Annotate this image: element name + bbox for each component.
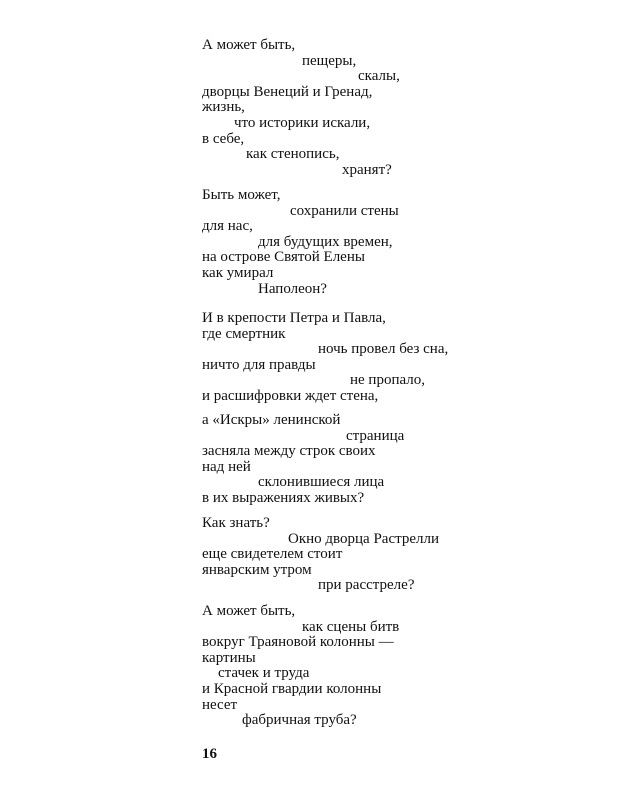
poem-line: для будущих времен, [258, 233, 393, 250]
poem-line: и расшифровки ждет стена, [202, 387, 379, 404]
poem-line: Наполеон? [258, 280, 327, 297]
poem-line: не пропало, [350, 372, 426, 389]
poem-line: хранят? [342, 161, 392, 178]
poem-line: ничто для правды [202, 356, 316, 373]
poem-line: где смертник [202, 325, 286, 342]
poem-line: страница [346, 427, 405, 444]
stanza-1 [202, 38, 602, 178]
poem-line: пещеры, [302, 52, 357, 69]
poem-line: картины [202, 649, 256, 666]
poem-line: дворцы Венеций и Гренад, [202, 83, 373, 100]
page-number: 16 [202, 746, 217, 762]
poem-line: Окно дворца Растрелли [288, 530, 439, 547]
stanza-2 [202, 188, 602, 297]
poem-line: Как знать? [202, 515, 270, 531]
poem-line: в себе, [202, 130, 245, 147]
poem-line: и Красной гвардии колонны [202, 680, 382, 697]
poem-line: А может быть, [202, 603, 296, 619]
poem-line: Быть может, [202, 187, 281, 203]
poem-line: при расстреле? [318, 577, 415, 594]
poem-line: фабричная труба? [242, 712, 357, 729]
poem-line: что историки искали, [234, 114, 371, 131]
poem-line: над ней [202, 458, 251, 475]
stanza-3 [202, 311, 602, 405]
poem-line: как умирал [202, 264, 274, 281]
poem-line: январским утром [202, 561, 312, 578]
poem-line: И в крепости Петра и Павла, [202, 310, 386, 326]
poem-line: стачек и труда [218, 665, 310, 682]
stanza-5 [202, 516, 602, 594]
poem-line: как стенопись, [246, 146, 340, 163]
poem-line: еще свидетелем стоит [202, 546, 343, 563]
poem-line: вокруг Траяновой колонны — [202, 634, 394, 651]
poem-line: а «Искры» ленинской [202, 412, 341, 428]
stanza-4 [202, 413, 602, 507]
poem-line: А может быть, [202, 37, 296, 53]
poem-line: в их выражениях живых? [202, 489, 365, 506]
poem-line: скалы, [358, 68, 400, 85]
poem-line: ночь провел без сна, [318, 341, 449, 358]
poem-line: засняла между строк своих [202, 443, 376, 460]
poem-line: склонившиеся лица [258, 474, 385, 491]
poem-line: несет [202, 696, 238, 713]
poem-line: как сцены битв [302, 618, 400, 635]
poem-line: жизнь, [202, 99, 245, 116]
poem-line: на острове Святой Елены [202, 249, 365, 266]
poem-line: для нас, [202, 218, 253, 235]
poem-line: сохранили стены [290, 202, 399, 219]
stanza-6 [202, 604, 602, 729]
